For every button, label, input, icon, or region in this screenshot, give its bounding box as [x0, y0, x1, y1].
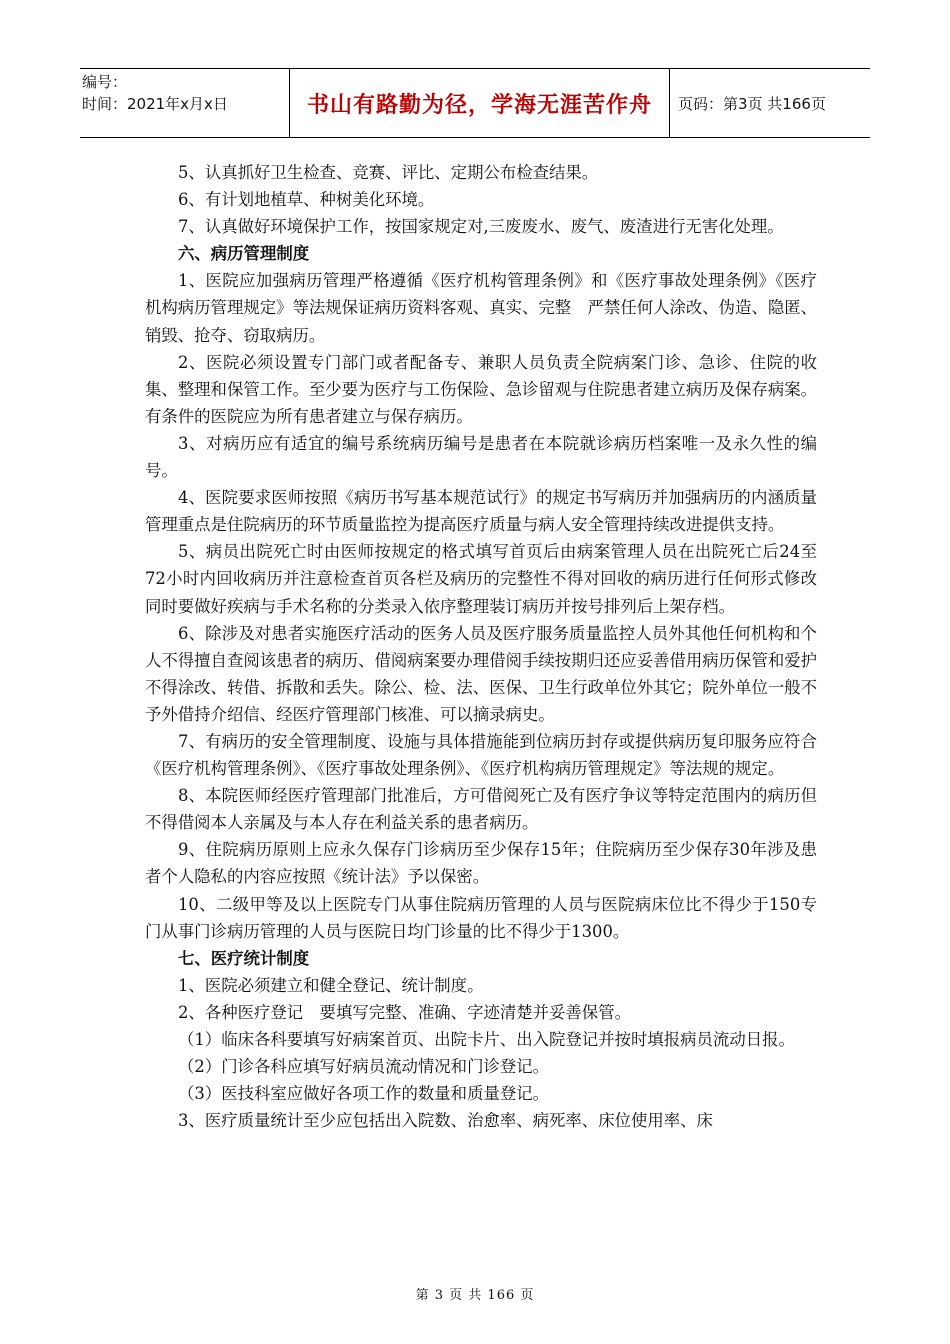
header-page-info — [670, 69, 870, 137]
header-meta — [80, 69, 290, 137]
paragraph: 10、二级甲等及以上医院专门从事住院病历管理的人员与医院病床位比不得少于150专门从事门诊病历管理的人员与医院日均门诊量的比不得少于1300。 — [145, 894, 817, 941]
paragraph: （2）门诊各科应填写好病员流动情况和门诊登记。 — [178, 1057, 550, 1077]
page-header — [80, 68, 870, 138]
paragraph: 1、医院应加强病历管理严格遵循《医疗机构管理条例》和《医疗事故处理条例》《医疗机构病历管理规定》等法规保证病历资料客观、真实、完整 严禁任何人涂改、伪造、隐匿、销毁、抢夺、窃取病历。 — [145, 271, 818, 345]
header-motto-cell — [290, 69, 670, 137]
paragraph: 4、医院要求医师按照《病历书写基本规范试行》的规定书写病历并加强病历的内涵质量管理重点是住院病历的环节质量监控为提高医疗质量与病人安全管理持续改进提供支持。 — [145, 488, 817, 535]
paragraph: 2、医院必须设置专门部门或者配备专、兼职人员负责全院病案门诊、急诊、住院的收集、整理和保管工作。至少要为医疗与工伤保险、急诊留观与住院患者建立病历及保存病案。有条件的医院应为所有患者建立与保存病历。 — [145, 352, 818, 426]
code-label: 编号： — [82, 73, 128, 91]
paragraph: 5、认真抓好卫生检查、竞赛、评比、定期公布检查结果。 — [178, 163, 599, 182]
page-info-text: 页码：第3页 共166页 — [678, 94, 826, 113]
paragraph: （1）临床各科要填写好病案首页、出院卡片、出入院登记并按时填报病员流动日报。 — [178, 1030, 795, 1049]
paragraph: 6、有计划地植草、种树美化环境。 — [178, 190, 435, 210]
paragraph: 2、各种医疗登记 要填写完整、准确、字迹清楚并妥善保管。 — [178, 1002, 631, 1022]
page-footer: 第 3 页 共 166 页 — [415, 1288, 535, 1303]
paragraph: 6、除涉及对患者实施医疗活动的医务人员及医疗服务质量监控人员外其他任何机构和个人不得擅自查阅该患者的病历、借阅病案要办理借阅手续按期归还应妥善借用病历保管和爱护不得涂改、转借、拆散和丢失。除公、检、法、医保、卫生行政单位外其它；院外单位一般不予外借持介绍信、经医疗管理部门核准、可以摘录病史。 — [145, 623, 818, 724]
date-label: 时间：2021年x月x日 — [82, 95, 228, 113]
paragraph: 7、有病历的安全管理制度、设施与具体措施能到位病历封存或提供病历复印服务应符合《医疗机构管理条例》、《医疗事故处理条例》、《医疗机构病历管理规定》等法规的规定。 — [145, 731, 817, 779]
paragraph: （3）医技科室应做好各项工作的数量和质量登记。 — [178, 1084, 550, 1104]
paragraph: 8、本院医师经医疗管理部门批准后，方可借阅死亡及有医疗争议等特定范围内的病历但不得借阅本人亲属及与本人存在利益关系的患者病历。 — [145, 786, 817, 833]
paragraph: 1、医院必须建立和健全登记、统计制度。 — [178, 975, 484, 995]
paragraph: 5、病员出院死亡时由医师按规定的格式填写首页后由病案管理人员在出院死亡后24至72小时内回收病历并注意检查首页各栏及病历的完整性不得对回收的病历进行任何形式修改同时要做好疾病与手术名称的分类录入依序整理装订病历并按号排列后上架存档。 — [145, 542, 817, 616]
section-heading: 六、病历管理制度 — [178, 244, 310, 264]
motto-text: 书山有路勤为径，学海无涯苦作舟 — [306, 92, 652, 118]
paragraph: 3、医疗质量统计至少应包括出入院数、治愈率、病死率、床位使用率、床 — [178, 1111, 713, 1131]
paragraph: 7、认真做好环境保护工作，按国家规定对,三废废水、废气、废渣进行无害化处理。 — [178, 217, 784, 237]
paragraph: 9、住院病历原则上应永久保存门诊病历至少保存15年；住院病历至少保存30年涉及患者个人隐私的内容应按照《统计法》予以保密。 — [145, 840, 817, 887]
section-heading: 七、医疗统计制度 — [178, 948, 310, 968]
document-body — [145, 159, 817, 1134]
paragraph: 3、对病历应有适宜的编号系统病历编号是患者在本院就诊病历档案唯一及永久性的编号。 — [145, 433, 817, 481]
